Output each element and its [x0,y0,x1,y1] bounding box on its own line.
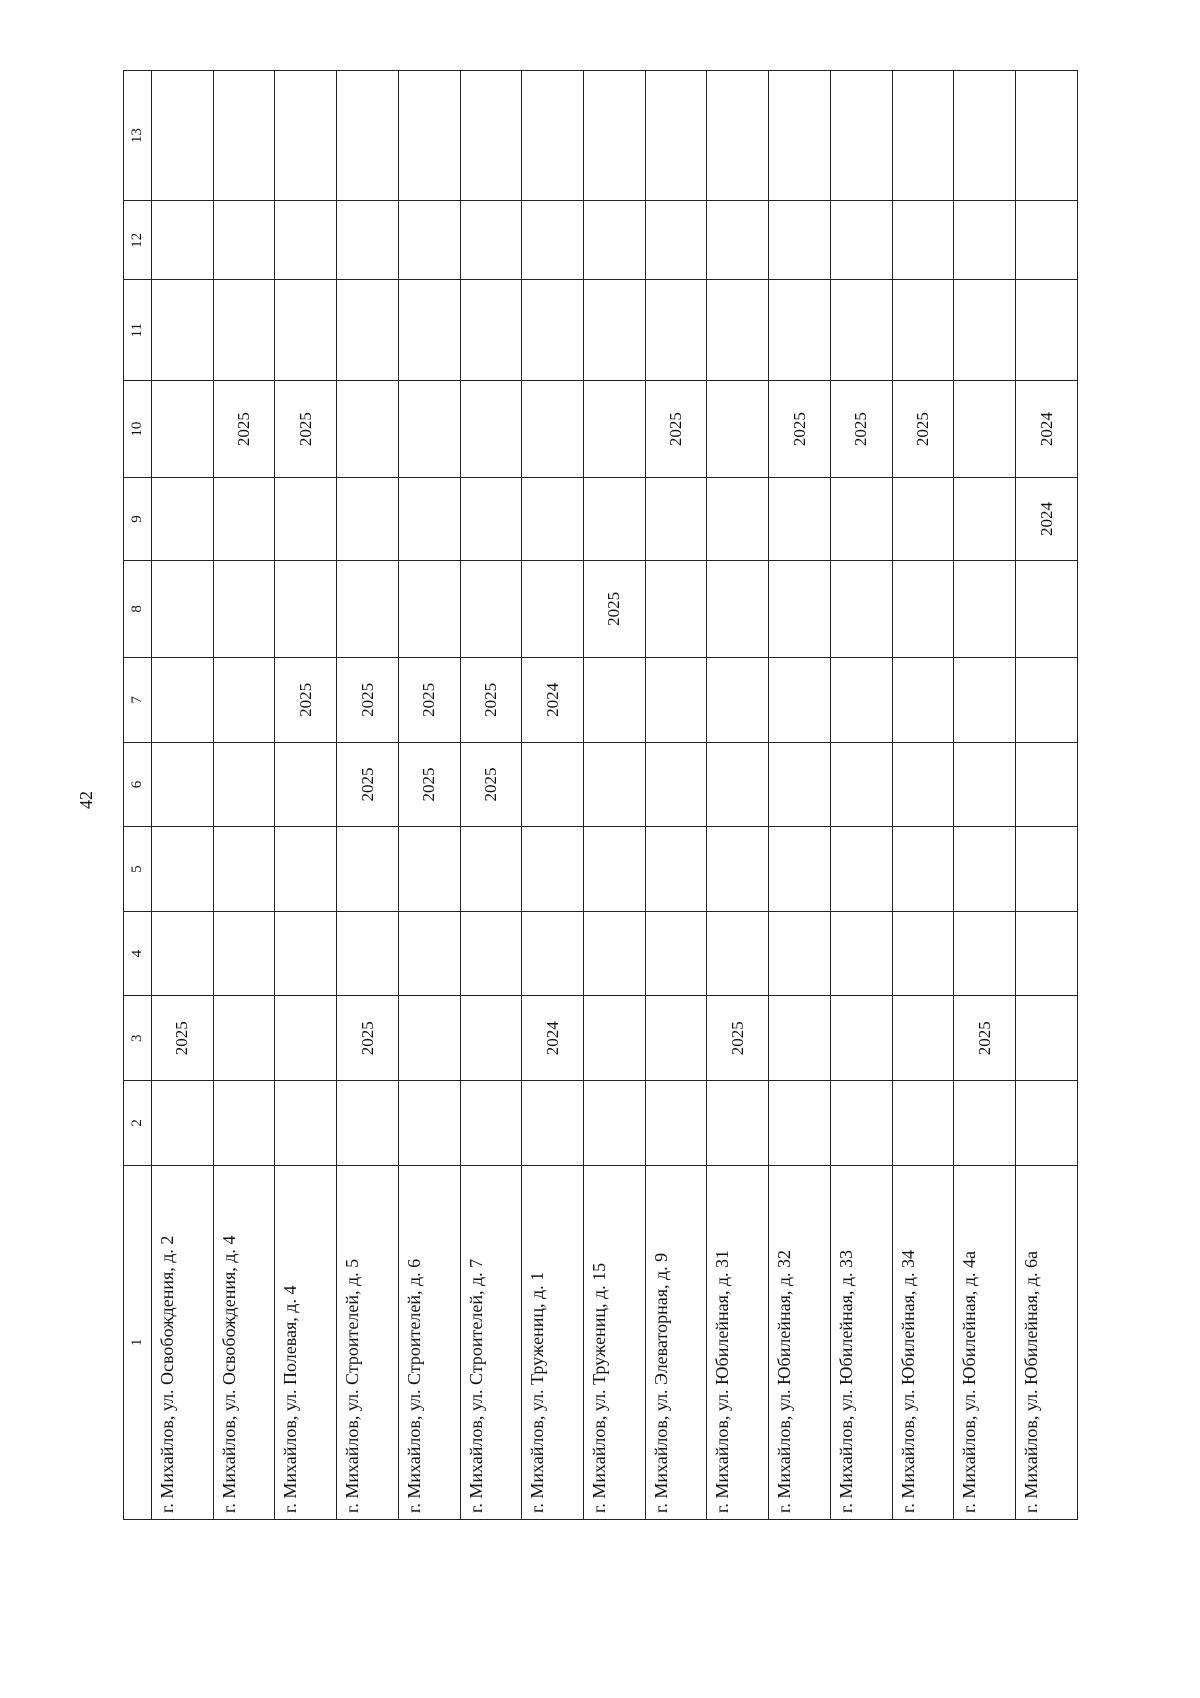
value-cell-col-7 [584,658,646,743]
value-cell-col-4 [830,911,892,996]
column-header-7: 7 [124,658,152,743]
value-cell-col-9 [460,478,522,560]
value-cell-col-10 [152,380,214,477]
value-cell-col-2 [398,1081,460,1166]
value-cell-col-8 [337,560,399,657]
value-cell-col-9 [584,478,646,560]
value-cell-col-11 [337,280,399,380]
value-cell-col-4 [769,911,831,996]
value-cell-col-5 [584,827,646,912]
value-cell-col-9 [152,478,214,560]
value-cell-col-6 [707,742,769,827]
schedule-table [123,70,1078,1520]
value-cell-col-8 [522,560,584,657]
value-cell-col-2 [954,1081,1016,1166]
value-cell-col-7: 2024 [522,658,584,743]
value-cell-col-2 [152,1081,214,1166]
value-cell-col-12 [830,201,892,280]
value-cell-col-12 [584,201,646,280]
value-cell-col-10: 2025 [275,380,337,477]
value-cell-col-3 [892,996,954,1081]
value-cell-col-4 [892,911,954,996]
value-cell-col-12 [954,201,1016,280]
value-cell-col-4 [213,911,275,996]
column-header-5: 5 [124,827,152,912]
value-cell-col-3: 2024 [522,996,584,1081]
address-cell: г. Михайлов, ул. Тружениц, д. 1 [522,1165,584,1519]
value-cell-col-8 [954,560,1016,657]
table-row [830,71,892,1520]
table-row [522,71,584,1520]
value-cell-col-6 [522,742,584,827]
value-cell-col-5 [152,827,214,912]
address-cell: г. Михайлов, ул. Юбилейная, д. 34 [892,1165,954,1519]
value-cell-col-12 [213,201,275,280]
value-cell-col-3 [584,996,646,1081]
value-cell-col-6 [830,742,892,827]
address-cell: г. Михайлов, ул. Освобождения, д. 2 [152,1165,214,1519]
value-cell-col-5 [645,827,707,912]
value-cell-col-3: 2025 [954,996,1016,1081]
column-header-13: 13 [124,71,152,201]
value-cell-col-8 [275,560,337,657]
value-cell-col-6 [584,742,646,827]
page-number: 42 [76,791,96,809]
value-cell-col-2 [1016,1081,1078,1166]
value-cell-col-10 [398,380,460,477]
value-cell-col-13 [954,71,1016,201]
value-cell-col-8 [892,560,954,657]
value-cell-col-4 [584,911,646,996]
value-cell-col-9 [892,478,954,560]
value-cell-col-3 [398,996,460,1081]
value-cell-col-5 [769,827,831,912]
table-row [275,71,337,1520]
value-cell-col-12 [522,201,584,280]
value-cell-col-12 [398,201,460,280]
value-cell-col-7: 2025 [460,658,522,743]
value-cell-col-12 [769,201,831,280]
value-cell-col-2 [830,1081,892,1166]
value-cell-col-5 [522,827,584,912]
value-cell-col-12 [892,201,954,280]
value-cell-col-6 [275,742,337,827]
value-cell-col-11 [213,280,275,380]
value-cell-col-6: 2025 [460,742,522,827]
value-cell-col-3 [275,996,337,1081]
value-cell-col-4 [275,911,337,996]
value-cell-col-6 [954,742,1016,827]
value-cell-col-9: 2024 [1016,478,1078,560]
address-cell: г. Михайлов, ул. Элеваторная, д. 9 [645,1165,707,1519]
column-header-12: 12 [124,201,152,280]
column-header-8: 8 [124,560,152,657]
value-cell-col-3: 2025 [707,996,769,1081]
value-cell-col-3 [460,996,522,1081]
value-cell-col-13 [892,71,954,201]
value-cell-col-7 [152,658,214,743]
value-cell-col-10: 2024 [1016,380,1078,477]
address-cell: г. Михайлов, ул. Юбилейная, д. 33 [830,1165,892,1519]
value-cell-col-7: 2025 [398,658,460,743]
value-cell-col-6 [152,742,214,827]
value-cell-col-2 [892,1081,954,1166]
table-row [645,71,707,1520]
value-cell-col-11 [645,280,707,380]
address-cell: г. Михайлов, ул. Строителей, д. 7 [460,1165,522,1519]
table-row [954,71,1016,1520]
value-cell-col-13 [460,71,522,201]
table-row [892,71,954,1520]
value-cell-col-3 [1016,996,1078,1081]
value-cell-col-9 [522,478,584,560]
value-cell-col-2 [769,1081,831,1166]
value-cell-col-5 [337,827,399,912]
value-cell-col-13 [275,71,337,201]
value-cell-col-5 [954,827,1016,912]
table-row [337,71,399,1520]
value-cell-col-4 [1016,911,1078,996]
value-cell-col-8 [460,560,522,657]
value-cell-col-13 [645,71,707,201]
value-cell-col-13 [213,71,275,201]
value-cell-col-10: 2025 [892,380,954,477]
value-cell-col-7 [707,658,769,743]
value-cell-col-7 [954,658,1016,743]
value-cell-col-13 [522,71,584,201]
value-cell-col-7: 2025 [275,658,337,743]
value-cell-col-8 [707,560,769,657]
value-cell-col-11 [830,280,892,380]
table-body [152,71,1078,1520]
value-cell-col-12 [645,201,707,280]
value-cell-col-13 [337,71,399,201]
value-cell-col-6 [1016,742,1078,827]
column-header-2: 2 [124,1081,152,1166]
address-cell: г. Михайлов, ул. Строителей, д. 5 [337,1165,399,1519]
value-cell-col-5 [892,827,954,912]
value-cell-col-11 [892,280,954,380]
value-cell-col-2 [275,1081,337,1166]
value-cell-col-2 [460,1081,522,1166]
value-cell-col-10 [337,380,399,477]
value-cell-col-9 [645,478,707,560]
value-cell-col-10 [954,380,1016,477]
value-cell-col-3 [769,996,831,1081]
value-cell-col-7 [213,658,275,743]
value-cell-col-5 [830,827,892,912]
value-cell-col-4 [337,911,399,996]
value-cell-col-2 [213,1081,275,1166]
value-cell-col-6 [892,742,954,827]
value-cell-col-9 [337,478,399,560]
value-cell-col-4 [645,911,707,996]
table-row [213,71,275,1520]
value-cell-col-10: 2025 [645,380,707,477]
column-header-9: 9 [124,478,152,560]
value-cell-col-7 [830,658,892,743]
value-cell-col-8 [152,560,214,657]
value-cell-col-10 [522,380,584,477]
value-cell-col-5 [1016,827,1078,912]
value-cell-col-11 [707,280,769,380]
column-header-10: 10 [124,380,152,477]
address-cell: г. Михайлов, ул. Юбилейная, д. 6а [1016,1165,1078,1519]
value-cell-col-9 [707,478,769,560]
value-cell-col-3 [213,996,275,1081]
value-cell-col-11 [584,280,646,380]
value-cell-col-7 [769,658,831,743]
value-cell-col-3 [830,996,892,1081]
value-cell-col-8 [830,560,892,657]
value-cell-col-6: 2025 [337,742,399,827]
address-cell: г. Михайлов, ул. Полевая, д. 4 [275,1165,337,1519]
value-cell-col-13 [1016,71,1078,201]
value-cell-col-9 [830,478,892,560]
value-cell-col-12 [1016,201,1078,280]
table-row [769,71,831,1520]
value-cell-col-4 [460,911,522,996]
column-header-4: 4 [124,911,152,996]
value-cell-col-2 [707,1081,769,1166]
value-cell-col-8 [1016,560,1078,657]
column-header-1: 1 [124,1165,152,1519]
value-cell-col-3 [645,996,707,1081]
value-cell-col-13 [769,71,831,201]
value-cell-col-8: 2025 [584,560,646,657]
value-cell-col-2 [522,1081,584,1166]
value-cell-col-7 [892,658,954,743]
value-cell-col-9 [398,478,460,560]
value-cell-col-6 [213,742,275,827]
value-cell-col-10 [707,380,769,477]
value-cell-col-4 [398,911,460,996]
column-header-6: 6 [124,742,152,827]
value-cell-col-6: 2025 [398,742,460,827]
address-cell: г. Михайлов, ул. Юбилейная, д. 31 [707,1165,769,1519]
value-cell-col-6 [645,742,707,827]
value-cell-col-3: 2025 [152,996,214,1081]
value-cell-col-11 [769,280,831,380]
value-cell-col-11 [460,280,522,380]
column-header-11: 11 [124,280,152,380]
table-row [398,71,460,1520]
value-cell-col-12 [460,201,522,280]
value-cell-col-9 [769,478,831,560]
value-cell-col-13 [398,71,460,201]
address-cell: г. Михайлов, ул. Тружениц, д. 15 [584,1165,646,1519]
value-cell-col-8 [398,560,460,657]
value-cell-col-5 [460,827,522,912]
value-cell-col-12 [337,201,399,280]
value-cell-col-5 [275,827,337,912]
value-cell-col-10: 2025 [769,380,831,477]
value-cell-col-4 [152,911,214,996]
value-cell-col-8 [645,560,707,657]
value-cell-col-12 [707,201,769,280]
address-cell: г. Михайлов, ул. Юбилейная, д. 32 [769,1165,831,1519]
value-cell-col-5 [398,827,460,912]
column-header-3: 3 [124,996,152,1081]
table-row [584,71,646,1520]
value-cell-col-12 [275,201,337,280]
address-cell: г. Михайлов, ул. Строителей, д. 6 [398,1165,460,1519]
value-cell-col-4 [522,911,584,996]
value-cell-col-11 [275,280,337,380]
address-cell: г. Михайлов, ул. Юбилейная, д. 4а [954,1165,1016,1519]
value-cell-col-11 [1016,280,1078,380]
value-cell-col-10 [584,380,646,477]
value-cell-col-7 [1016,658,1078,743]
value-cell-col-3: 2025 [337,996,399,1081]
value-cell-col-8 [213,560,275,657]
value-cell-col-11 [398,280,460,380]
table-row [1016,71,1078,1520]
value-cell-col-13 [584,71,646,201]
header-row [124,71,152,1520]
value-cell-col-13 [830,71,892,201]
value-cell-col-13 [152,71,214,201]
value-cell-col-13 [707,71,769,201]
value-cell-col-11 [954,280,1016,380]
value-cell-col-8 [769,560,831,657]
value-cell-col-7 [645,658,707,743]
value-cell-col-9 [275,478,337,560]
value-cell-col-9 [213,478,275,560]
table-row [152,71,214,1520]
value-cell-col-5 [213,827,275,912]
value-cell-col-2 [645,1081,707,1166]
value-cell-col-6 [769,742,831,827]
value-cell-col-7: 2025 [337,658,399,743]
table-row [707,71,769,1520]
value-cell-col-9 [954,478,1016,560]
value-cell-col-10: 2025 [213,380,275,477]
value-cell-col-2 [584,1081,646,1166]
value-cell-col-12 [152,201,214,280]
value-cell-col-10 [460,380,522,477]
address-cell: г. Михайлов, ул. Освобождения, д. 4 [213,1165,275,1519]
rotated-table-container [123,70,1078,1520]
table-row [460,71,522,1520]
value-cell-col-11 [152,280,214,380]
value-cell-col-11 [522,280,584,380]
value-cell-col-2 [337,1081,399,1166]
value-cell-col-10: 2025 [830,380,892,477]
value-cell-col-4 [707,911,769,996]
value-cell-col-4 [954,911,1016,996]
value-cell-col-5 [707,827,769,912]
